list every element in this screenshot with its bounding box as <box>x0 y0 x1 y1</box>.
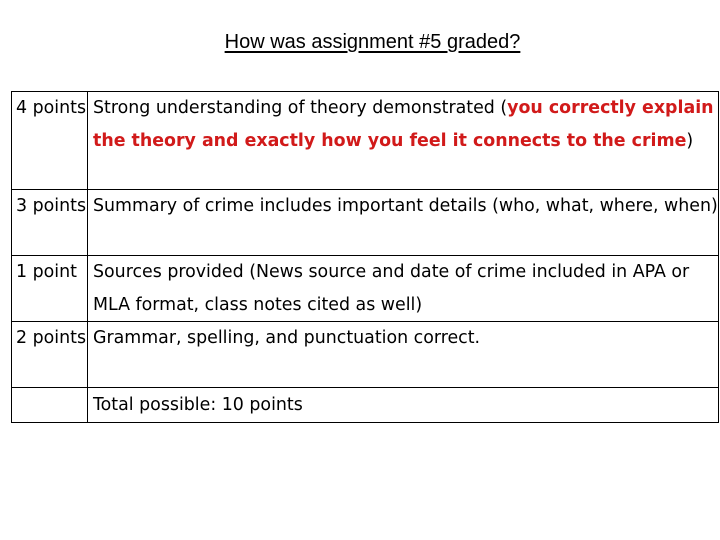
criteria-cell: Summary of crime includes important details (who, what, where, when) <box>88 190 719 256</box>
points-cell: 4 points <box>12 92 88 190</box>
criteria-text-closing: ) <box>686 130 694 151</box>
criteria-cell: Sources provided (News source and date of crime included in APA or MLA format, class notes cited as well) <box>88 256 719 322</box>
criteria-text: Strong understanding of theory demonstrated ( <box>93 98 508 118</box>
points-cell: 3 points <box>12 190 88 256</box>
points-cell: 2 points <box>12 322 88 388</box>
points-cell-empty <box>12 388 88 423</box>
page-title: How was assignment #5 graded? <box>224 31 521 53</box>
criteria-cell: Grammar, spelling, and punctuation correct. <box>88 322 719 388</box>
total-points-cell: Total possible: 10 points <box>88 388 719 423</box>
criteria-highlight-text: you correctly explain the theory and exactly how you feel it connects to the crime <box>93 98 714 151</box>
points-cell: 1 point <box>12 256 88 322</box>
criteria-cell <box>88 92 719 190</box>
rubric-row-summary <box>12 190 719 256</box>
rubric-row-total <box>12 388 719 423</box>
rubric-row-grammar <box>12 322 719 388</box>
rubric-row-sources <box>12 256 719 322</box>
grading-rubric-table <box>11 91 719 423</box>
rubric-row-theory <box>12 92 719 190</box>
